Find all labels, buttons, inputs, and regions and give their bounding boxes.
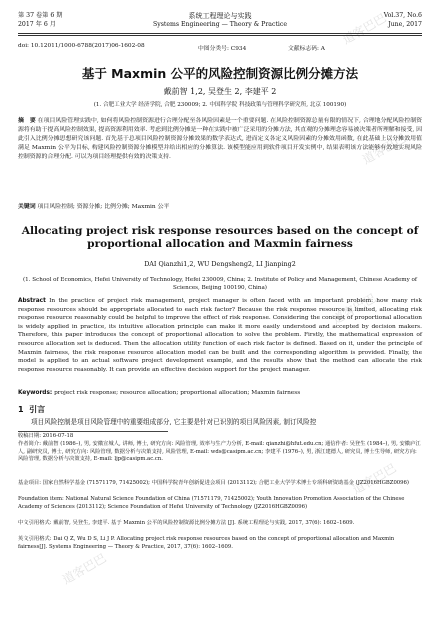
watermark: 道客巴巴 [359,130,409,167]
title-en: Allocating project risk response resources based on the concept of proportional allocation and Maxmin fairness [21,225,419,250]
abstract-label-zh: 摘 要 [18,118,36,124]
authors-zh: 戴前智 1,2, 吴登生 2, 李建平 2 [163,87,277,96]
section-number: 1 [18,405,24,414]
affiliation-zh: (1. 合肥工业大学 经济学院, 合肥 230009; 2. 中国科学院 科技政策与管理科学研究所, 北京 100190) [93,102,347,108]
abstract-text-en: In the practice of project risk management, project manager is often faced with an important problem: how many risk response resources should be appropriate allocated to each risk factor? Because the risk response resource is limited, allocating risk response resource reasonably could be helpful to improve the effect of risk response. Considering the concept of proportional allocation is widely applied in practice, its intuitive allocation principle can make it more easily understood and accepted by decision makers. Therefore, this paper introduces the concept of proportional allocation to solve the problem. Firstly, the mathematical expression of resource allocation set is deduced. Then the allocation utility function of each risk factor is defined. Based on it, under the principle of Maxmin fairness, the risk response resource allocation model can be built and the corresponding algorithm is provided. Finally, the model is applied to an actual software project development example, and the results show that the method can allocate the risk response resource reasonably. It can provide an effective decision support for the project manager. [18,298,422,373]
clc-number: 中图分类号: C934 [198,46,247,52]
keywords-label-en: Keywords: [18,390,53,396]
abstract-en [18,297,422,374]
doi: doi: 10.12011/1000-6788(2017)06-1602-08 [18,43,145,49]
keywords-zh [18,203,422,212]
section-body: 项目风险控制是项目风险管理中的重要组成部分, 它主要是针对已识别的项目风险因素, 制订风险控 [31,418,317,426]
issue-date-zh: 2017 年 6 月 [18,21,56,28]
footnote-received: 收稿日期: 2016-07-18 [18,433,74,439]
watermark: 道客巴巴 [59,550,109,587]
section-heading [18,404,45,415]
keywords-text-en: project risk response; resource allocation; proportional allocation; Maxmin fairness [54,390,301,396]
journal-name-zh: 系统工程理论与实践 [188,12,252,20]
keywords-text-zh: 项目风险控制; 资源分摊; 比例分摊; Maxmin 公平 [37,204,170,210]
title-zh: 基于 Maxmin 公平的风险控制资源比例分摊方法 [81,66,359,81]
header-rule [18,35,422,36]
footnote-citation-en: 英文引用格式: Dai Q Z, Wu D S, Li J P. Allocating project risk response resources based on the concept of proportional allocation and Maxmin fairness[J]. Systems Engineering — Theory & Practice, 2017, 37(6): 1602–1609. [18,536,395,550]
journal-name-en: Systems Engineering — Theory & Practice [152,21,288,28]
authors-en: DAI Qianzhi1,2, WU Dengsheng2, LI Jianping2 [144,260,296,268]
keywords-label-zh: 关键词 [18,204,36,210]
watermark: 道客巴巴 [329,290,379,327]
footnote-rule [18,431,168,432]
watermark: 道客巴巴 [349,460,399,497]
footnote-citation-zh: 中文引用格式: 戴前智, 吴登生, 李建平. 基于 Maxmin 公平的风险控制资源比例分摊方法 [J]. 系统工程理论与实践, 2017, 37(6): 1602–1609. [18,520,355,526]
running-header [18,12,422,32]
affiliation-en: (1. School of Economics, Hefei University of Technology, Hefei 230009, China; 2. Institute of Policy and Management, Chinese Academy of Sciences, Beijing 100190, China) [22,277,417,291]
header-rule [18,33,422,34]
watermark: 道客巴巴 [339,10,389,47]
volume-issue-en: Vol.37, No.6 [383,12,422,19]
issue-date-en: June, 2017 [388,21,422,28]
document-code: 文献标志码: A [288,46,325,52]
section-title: 引言 [29,405,46,414]
abstract-label-en: Abstract [18,298,46,304]
keywords-en [18,389,422,398]
volume-issue: 第 37 卷第 6 期 [18,12,63,19]
abstract-zh [18,117,422,162]
abstract-text-zh: 在项目风险管理实践中, 如何将风险控制资源进行合理分配至各风险因素是一个重要问题. 在风险控制资源总量有限的情况下, 合理地分配风险控制资源将有助于提高风险控制效果, 提高资源利用效率. 考虑到比例分摊是一种在实践中被广泛采用的分摊方法, 其直观的分摊理念容易被决策者所理解和接受, 因此引入比例分摊思想研究该问题. 首先基于总项目风险控制资源分摊效果的数学表达式, 进而定义各定义风险因素的分摊效用函数, 在此基础上以分摊效用值满足 Maxmin 公平为目标, 构建风险控制资源分摊模型并给出相应的分摊算法. 该模型能应用到软件项目开发实例中, 结果表明该方法能够有效地实现风险控制资源的合理分配. 可以为项目经理提供有效的决策支持. [18,118,423,160]
footnote-funding-zh: 基金项目: 国家自然科学基金 (71571179, 71425002); 中国科学院青年创新促进会项目 (2013112); 合肥工业大学学术博士专项科研资助基金 (JZ2016HGBZ0096) [18,480,409,486]
footnote-authors: 作者简介: 戴前智 (1986–), 男, 安徽宣城人, 讲师, 博士, 研究方向: 风险管理, 效率与生产力分析, E-mail: qianzhi@hfut.edu.cn; 通信作者: 吴登生 (1984–), 男, 安徽庐江人, 副研究员, 博士, 研究方向: 风险管理, 数据分析与决策支持, 风险管理, E-mail: wds@casipm.ac.cn; 李建平 (1976–), 男, 浙江建德人, 研究员, 博士生导师, 研究方向: 风险管理, 数据分析与决策支持, E-mail: ljp@casipm.ac.cn. [18,441,421,463]
footnote-funding-en: Foundation item: National Natural Science Foundation of China (71571179, 71425002); Youth Innovation Promotion Association of the Chinese Academy of Sciences (2013112); Science Foundation of Hefei University of Technology (JZ2016HGBZ0096) [18,496,405,510]
